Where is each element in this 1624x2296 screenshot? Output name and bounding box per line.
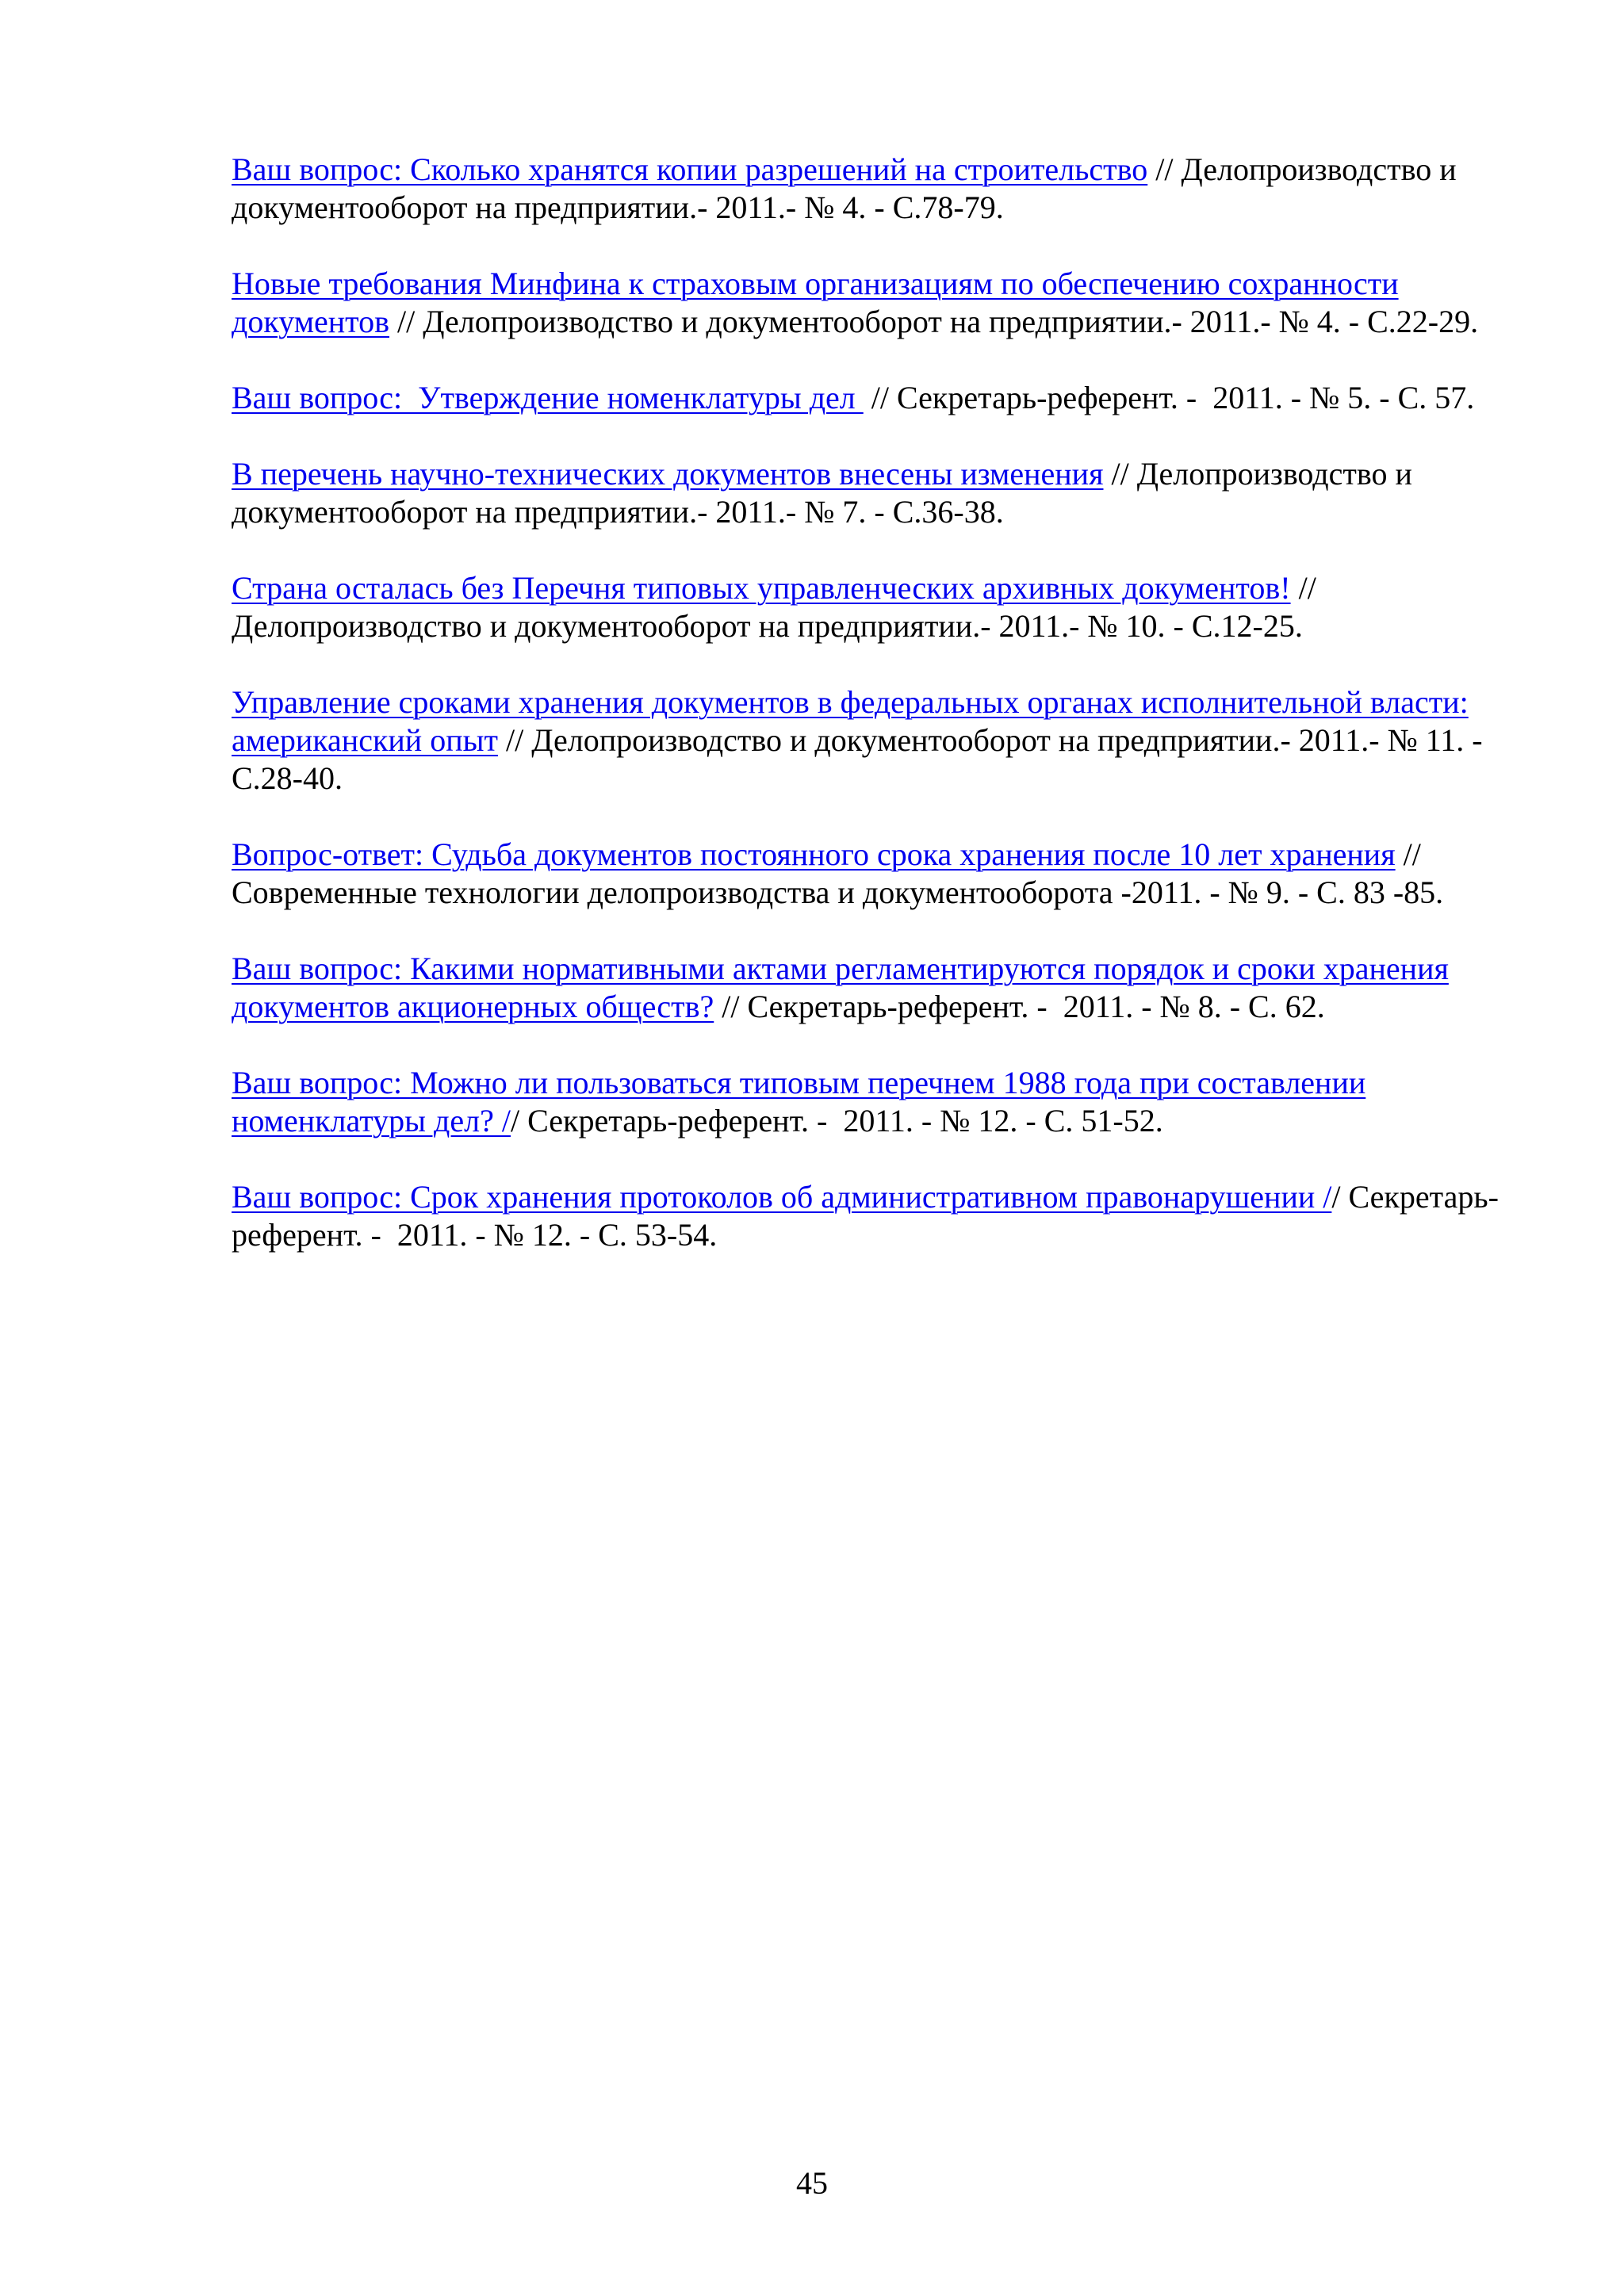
bibliography-entry [232,151,1516,227]
entry-source: // Делопроизводство и документооборот на предприятии.- 2011.- № 10. - С.12-25. [232,570,1316,644]
entry-source: // Делопроизводство и документооборот на предприятии.- 2011.- № 11. - С.28-40. [232,722,1483,796]
entry-title-link[interactable]: В перечень научно-технических документов внесены изменения [232,456,1104,492]
bibliography-entry [232,379,1516,417]
entry-source: // Делопроизводство и документооборот на предприятии.- 2011.- № 4. - С.78-79. [232,151,1457,225]
entry-title-link[interactable]: Ваш вопрос: Утверждение номенклатуры дел [232,380,864,415]
entry-source: // Делопроизводство и документооборот на предприятии.- 2011.- № 7. - С.36-38. [232,456,1412,530]
entry-source: // Секретарь-референт. - 2011. - № 5. - С. 57. [863,380,1475,415]
entry-title-link[interactable]: Управление сроками хранения документов в федеральных органах исполнительной власти: американский опыт [232,684,1469,758]
entry-title-link[interactable]: Ваш вопрос: Можно ли пользоваться типовым перечнем 1988 года при составлении номенклатуры дел? / [232,1065,1366,1138]
bibliography-entry [232,455,1516,531]
bibliography-entry [232,683,1516,798]
bibliography-entry [232,265,1516,341]
entry-title-link[interactable]: Ваш вопрос: Какими нормативными актами регламентируются порядок и сроки хранения документов акционерных обществ? [232,951,1449,1024]
bibliography-entry [232,1178,1516,1254]
entry-title-link[interactable]: Вопрос-ответ: Судьба документов постоянного срока хранения после 10 лет хранения [232,836,1396,872]
entry-source: // Современные технологии делопроизводства и документооборота -2011. - № 9. - С. 83 -85. [232,836,1444,910]
entry-title-link[interactable]: Страна осталась без Перечня типовых управленческих архивных документов! [232,570,1291,606]
bibliography-entry [232,950,1516,1026]
bibliography-entry [232,836,1516,912]
bibliography-entry [232,1064,1516,1140]
entry-source: // Делопроизводство и документооборот на предприятии.- 2011.- № 4. - С.22-29. [389,304,1479,339]
bibliography-entry [232,569,1516,645]
bibliography-list [232,151,1516,1292]
entry-source: / Секретарь-референт. - 2011. - № 12. - С. 51-52. [511,1103,1163,1138]
entry-title-link[interactable]: Ваш вопрос: Срок хранения протоколов об административном правонарушении / [232,1179,1332,1215]
page-number: 45 [796,2165,828,2201]
entry-title-link[interactable]: Новые требования Минфина к страховым организациям по обеспечению сохранности документов [232,266,1399,339]
entry-title-link[interactable]: Ваш вопрос: Сколько хранятся копии разрешений на строительство [232,151,1148,187]
entry-source: / Секретарь-референт. - 2011. - № 12. - С. 53-54. [232,1179,1499,1253]
entry-source: // Секретарь-референт. - 2011. - № 8. - С. 62. [714,989,1325,1024]
